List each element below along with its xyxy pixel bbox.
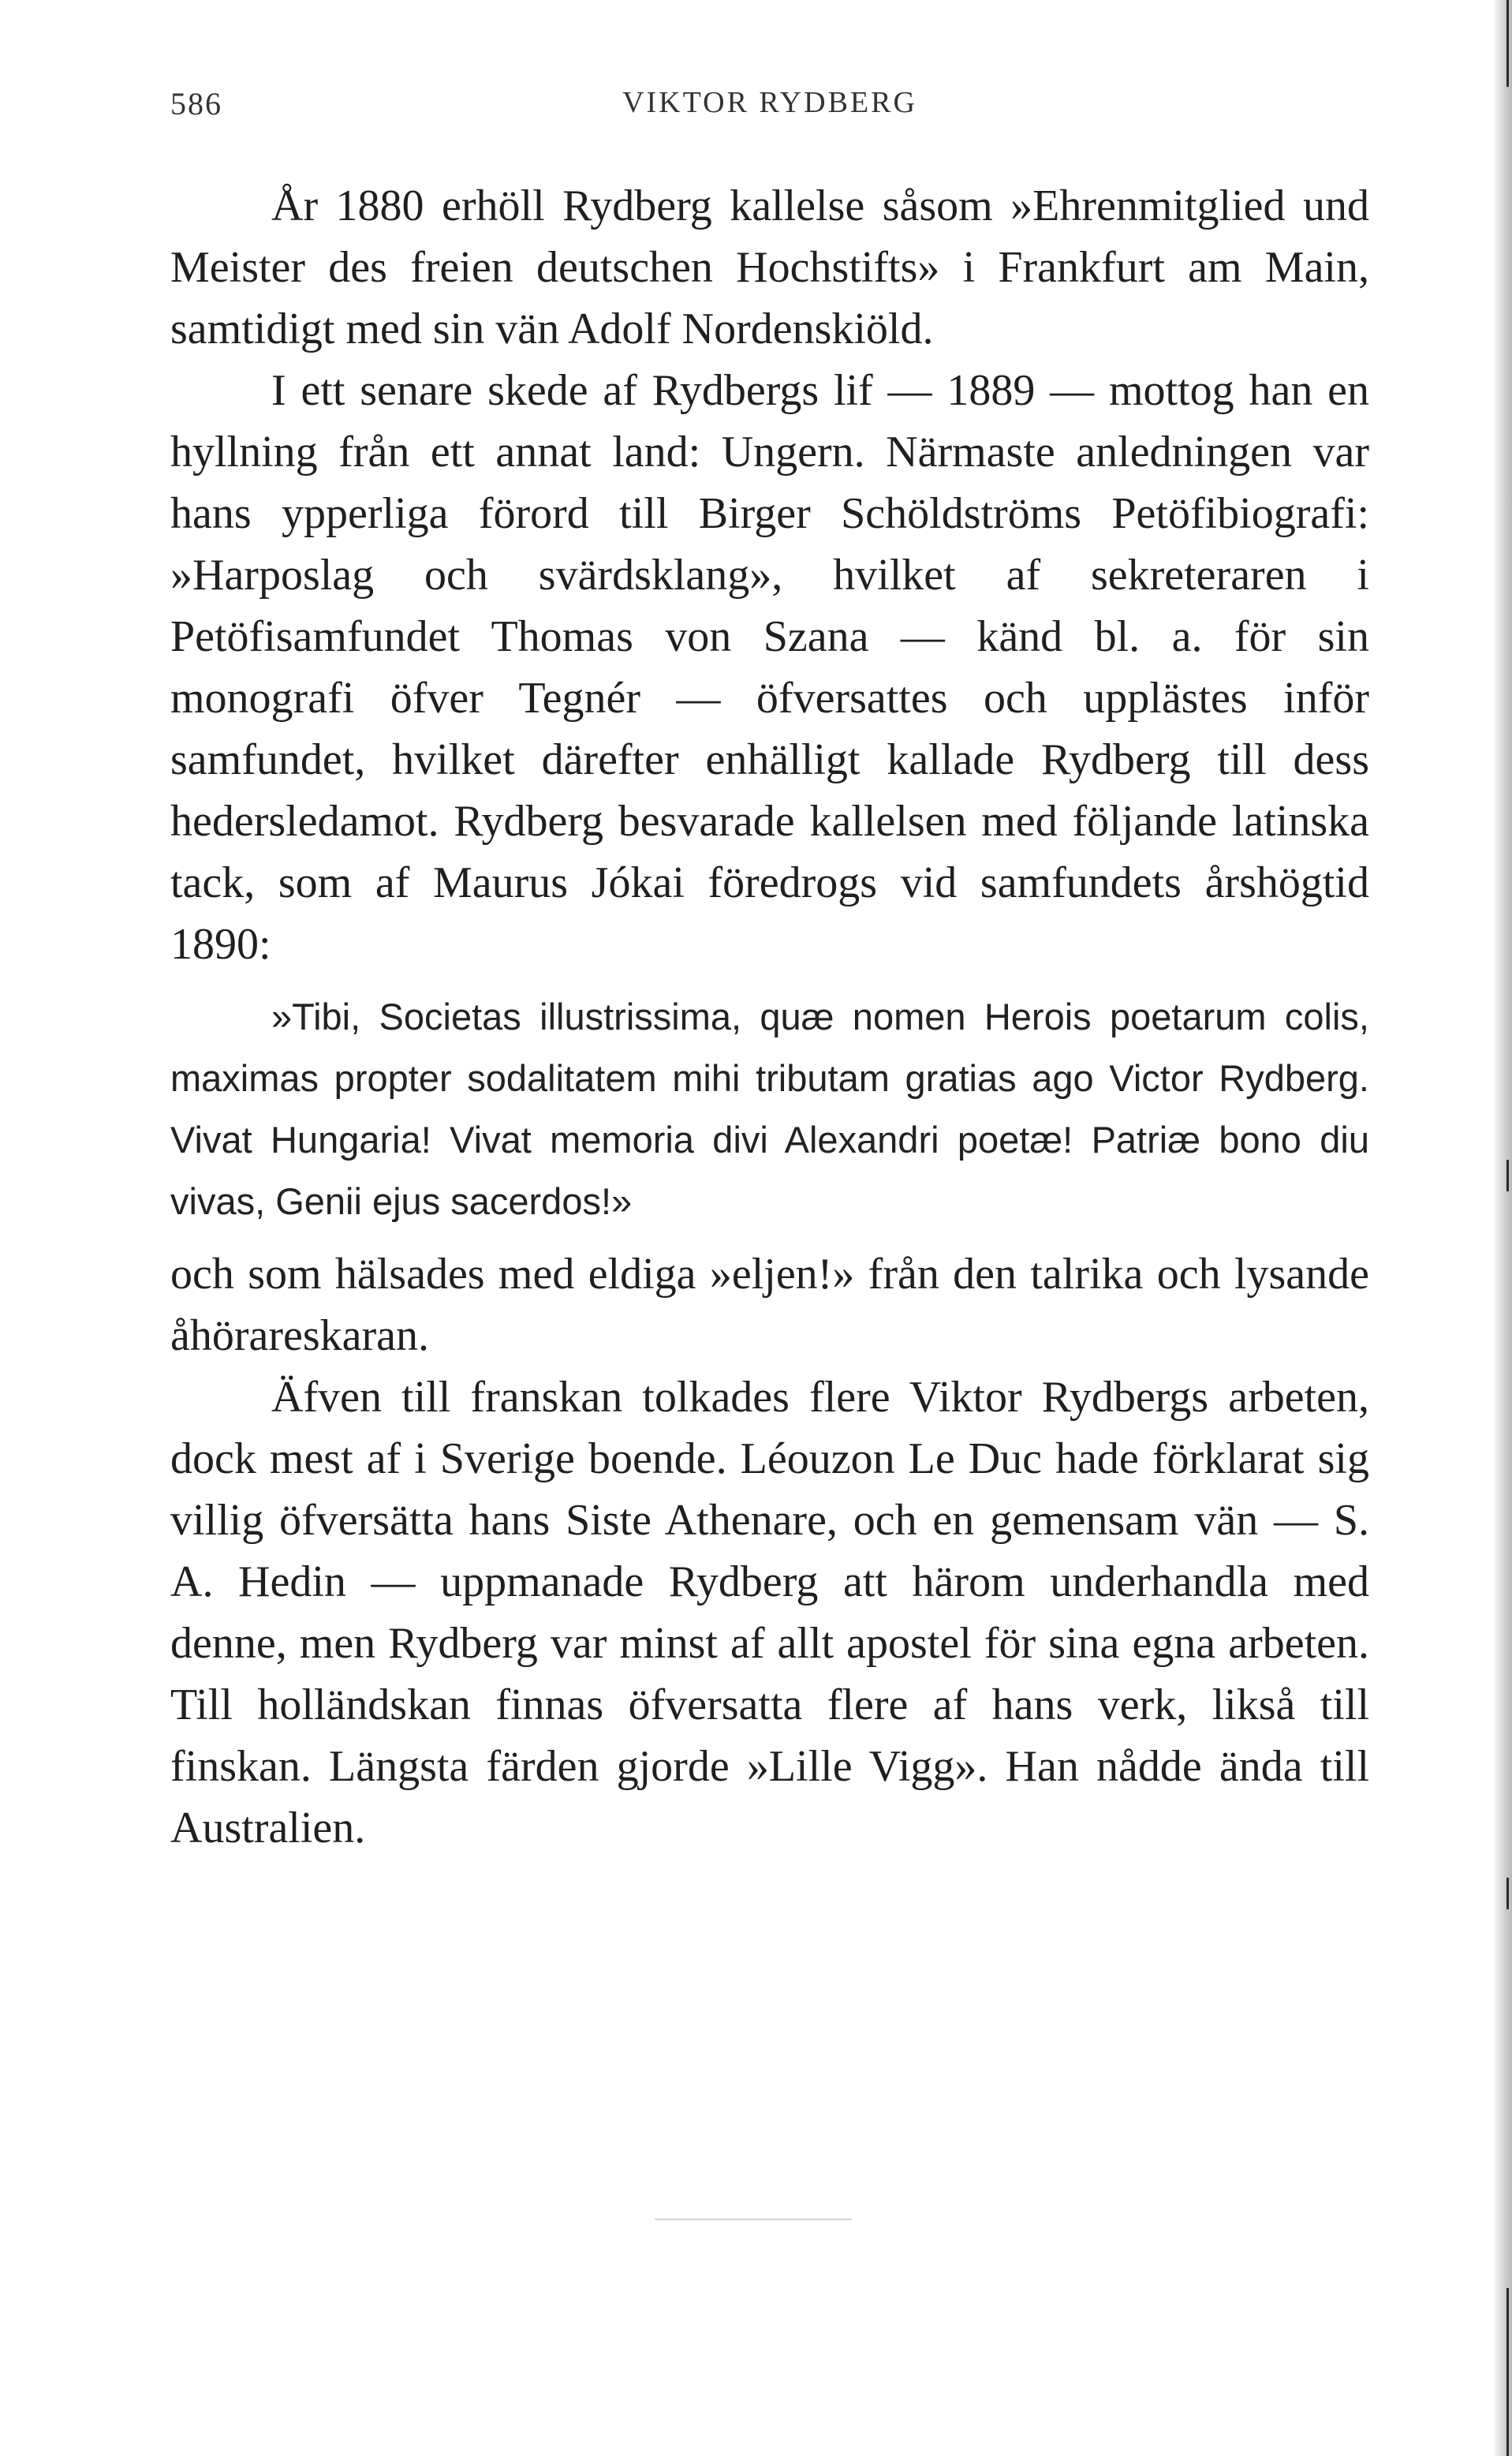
page-number: 586 [170, 86, 222, 121]
page-edge [1495, 0, 1512, 2456]
paragraph-ehrenmitglied: År 1880 erhöll Rydberg kallelse såsom »Ehrenmitglied und Meister des freien deutschen Hochstifts» i Frankfurt am Main, samtidigt med sin vän Adolf Nordenskiöld. [170, 181, 1369, 353]
paragraph-translations: Äfven till franskan tolkades flere Viktor Rydbergs arbeten, dock mest af i Sverige boende. Léouzon Le Duc hade förklarat sig villig öfversätta hans Siste Athenare, och en gemensam vän — S. A. Hedin — uppmanade Rydberg att härom underhandla med denne, men Rydberg var minst af allt apostel för sina egna arbeten. Till holländskan finnas öfversatta flere af hans verk, likså till finskan. Längsta färden gjorde »Lille Vigg». Han nådde ända till Australien. [170, 1373, 1369, 1852]
end-rule [655, 2219, 852, 2220]
body-text [170, 175, 1369, 1859]
paragraph-hungary-honor: I ett senare skede af Rydbergs lif — 1889 — mottog han en hyllning från ett annat land: Ungern. Närmaste anledningen var hans ypperliga förord till Birger Schöldströms Petöfibiografi: »Harposlag och svärdsklang», hvilket af sekreteraren i Petöfisamfundet Thomas von Szana — känd bl. a. för sin monografi öfver Tegnér — öfversattes och upplästes inför samfundet, hvilket därefter enhälligt kallade Rydberg till dess hedersledamot. Rydberg besvarade kallelsen med följande latinska tack, som af Maurus Jókai föredrogs vid samfundets årshögtid 1890: [170, 366, 1369, 969]
paragraph-eljen: och som hälsades med eldiga »eljen!» från den talrika och lysande åhörareskaran. [170, 1250, 1369, 1360]
latin-quotation: »Tibi, Societas illustrissima, quæ nomen Herois poetarum colis, maximas propter sodalitatem mihi tributam gratias ago Victor Rydberg. Vivat Hungaria! Vivat memoria divi Alexandri poetæ! Patriæ bono diu vivas, Genii ejus sacerdos!» [170, 996, 1369, 1222]
running-title: VIKTOR RYDBERG [622, 86, 917, 119]
page-header [170, 85, 1369, 133]
